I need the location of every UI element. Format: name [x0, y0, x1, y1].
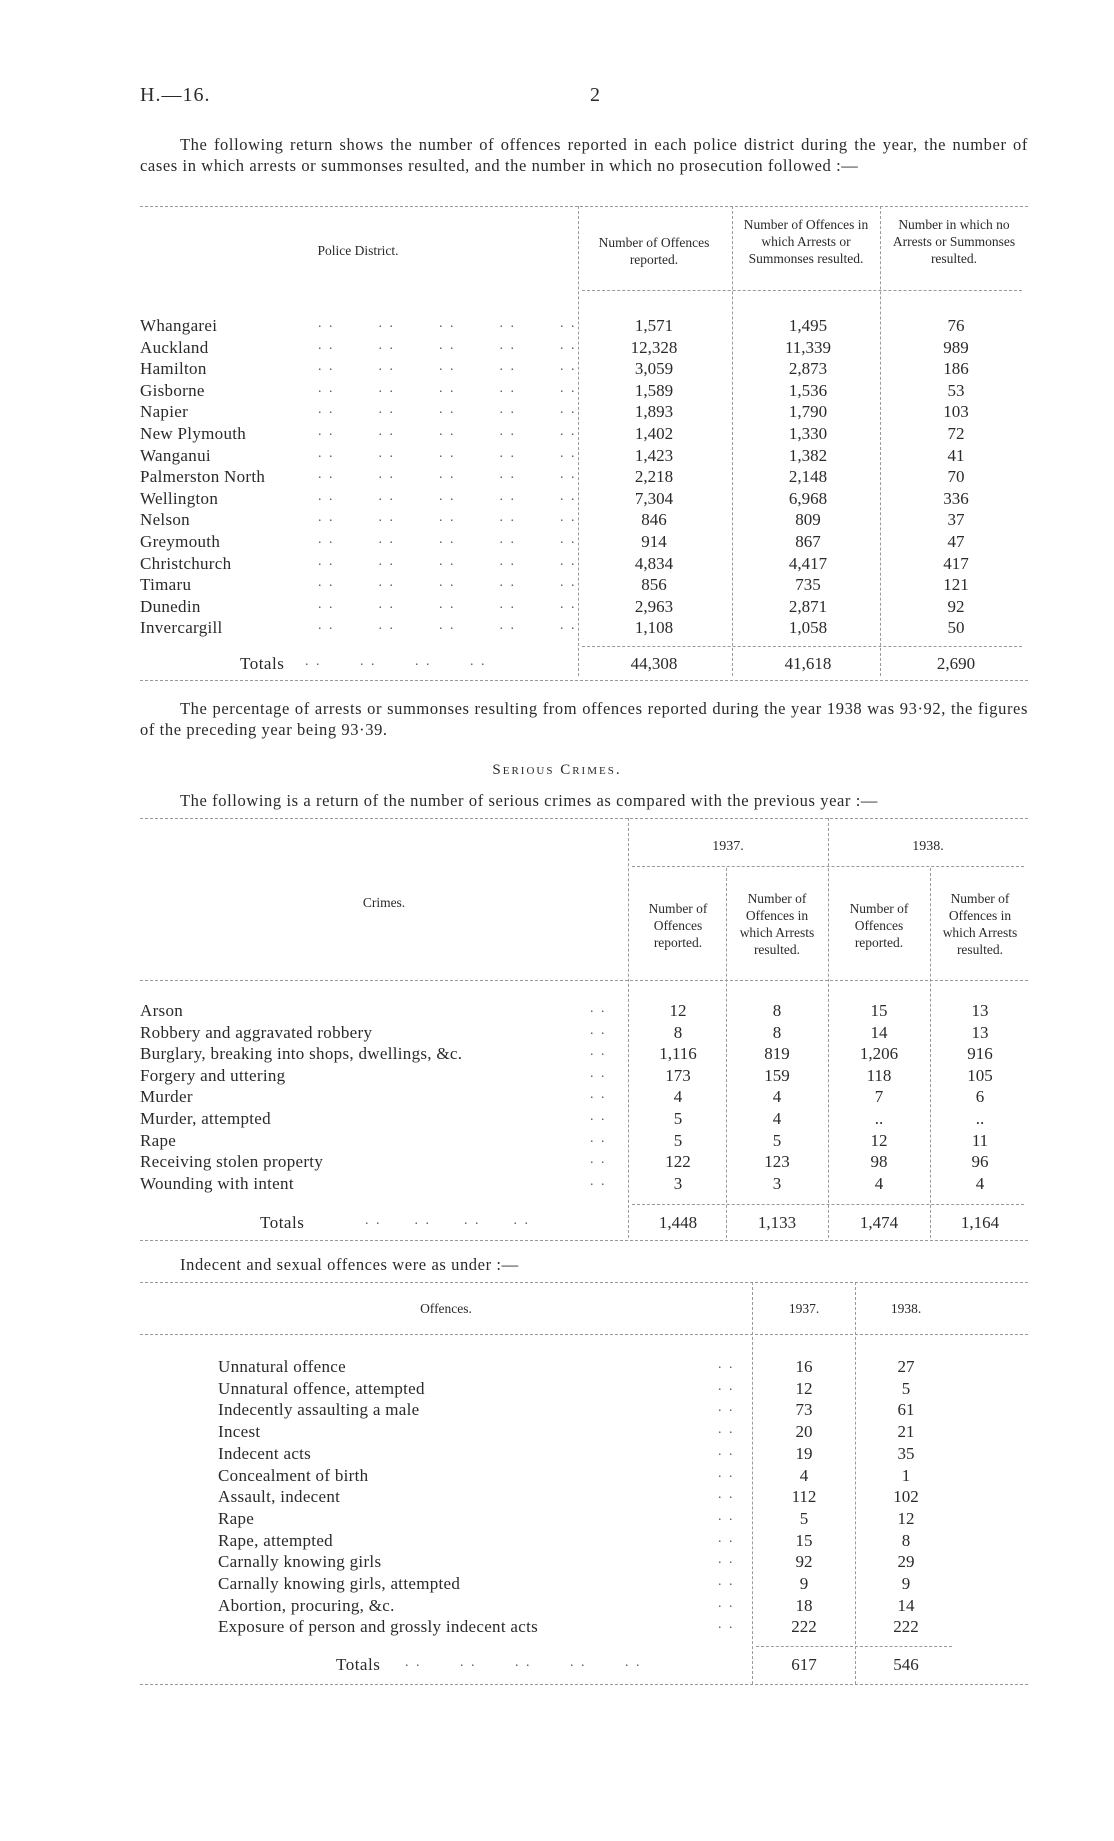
- serious-crime-row: [140, 1043, 1028, 1064]
- district-row-reported: 1,423: [634, 445, 674, 465]
- col-no-arrests: Number in which no Arrests or Summonses resulted.: [892, 217, 1016, 266]
- leader-dots: . .: [718, 1443, 735, 1459]
- indecent-offence-row-y1937: 20: [795, 1422, 813, 1442]
- serious-crime-row: [140, 1151, 1028, 1172]
- indecent-offence-row: [218, 1465, 1028, 1486]
- district-row-label: Napier: [140, 402, 189, 422]
- indecent-offence-row: [218, 1421, 1028, 1442]
- indecent-offence-row-y1938: 14: [897, 1595, 915, 1615]
- serious-crime-row-a38: ..: [975, 1109, 985, 1128]
- serious-crime-row-a37: 4: [772, 1087, 782, 1107]
- district-row: [140, 509, 1028, 530]
- district-row-none: 70: [947, 467, 965, 487]
- serious-crime-row-r38: 98: [870, 1152, 888, 1172]
- indecent-offence-row-y1937: 222: [791, 1617, 817, 1637]
- indecent-offence-row: [218, 1378, 1028, 1399]
- leader-dots: . .: [718, 1617, 735, 1633]
- totals-label: Totals: [336, 1655, 381, 1674]
- district-row-none: 121: [943, 575, 969, 595]
- district-row-arrests: 1,536: [788, 380, 828, 400]
- serious-crime-row-label: Burglary, breaking into shops, dwellings, &c.: [140, 1044, 463, 1064]
- indecent-offence-row-y1937: 112: [791, 1487, 817, 1507]
- indecent-offence-row-y1938: 8: [901, 1530, 911, 1550]
- indecent-offence-row-label: Rape: [218, 1508, 255, 1528]
- serious-crime-row-a38: 916: [967, 1044, 993, 1064]
- district-row-reported: 846: [641, 510, 667, 530]
- leader-dots: . . . . . . . . . .: [318, 575, 621, 591]
- serious-crime-row: [140, 1173, 1028, 1194]
- district-row-reported: 1,108: [634, 618, 674, 638]
- serious-crime-row-label: Arson: [140, 1001, 184, 1020]
- district-row-arrests: 11,339: [784, 337, 832, 357]
- leader-dots: . . . . . . . . . .: [318, 316, 621, 331]
- indecent-offence-row-y1938: 5: [901, 1378, 911, 1398]
- indecent-offence-row-y1937: 16: [795, 1357, 813, 1376]
- indecent-offence-row-label: Assault, indecent: [218, 1487, 341, 1507]
- totals-label: Totals: [260, 1213, 305, 1232]
- district-row-label: Wellington: [140, 488, 219, 508]
- leader-dots: . . . . . . . . . .: [318, 337, 621, 353]
- leader-dots: . .: [718, 1508, 735, 1524]
- serious-crime-row-r37: 173: [665, 1065, 691, 1085]
- leader-dots: . . . . . . . . . .: [318, 402, 621, 418]
- indecent-offence-row-y1938: 29: [897, 1552, 915, 1572]
- serious-crimes-heading: Serious Crimes.: [492, 762, 622, 778]
- indecent-offence-row-y1937: 19: [795, 1443, 813, 1463]
- serious-crime-row-r38: 12: [870, 1130, 888, 1150]
- serious-crime-row-r37: 5: [673, 1130, 683, 1150]
- indecent-offence-row-y1937: 12: [795, 1378, 813, 1398]
- col-1938-arrests: Number of Offences in which Arrests resulted.: [942, 891, 1018, 957]
- district-row-reported: 3,059: [634, 359, 674, 379]
- leader-dots: . . . . . . . . . .: [318, 488, 621, 504]
- district-row-none: 103: [943, 402, 969, 422]
- district-row: [140, 423, 1028, 444]
- leader-dots: . .: [718, 1465, 735, 1481]
- indecent-offence-row: [218, 1573, 1028, 1594]
- district-row-none: 989: [943, 337, 969, 357]
- serious-crime-row-label: Rape: [140, 1130, 177, 1150]
- col-offences-reported: Number of Offences reported.: [598, 235, 710, 267]
- serious-crime-row-a37: 819: [764, 1044, 790, 1064]
- district-row-reported: 12,328: [630, 337, 678, 357]
- district-row: [140, 358, 1028, 379]
- leader-dots: . .: [590, 1109, 607, 1124]
- district-row-arrests: 2,871: [788, 596, 828, 616]
- total-1938: 546: [893, 1655, 919, 1674]
- district-row-reported: 2,963: [634, 596, 674, 616]
- leader-dots: . . . . . . . . . .: [318, 445, 621, 461]
- indecent-offence-row: [218, 1616, 1028, 1637]
- total-1937-arrests: 1,133: [757, 1213, 797, 1232]
- district-row-reported: 1,402: [634, 424, 674, 443]
- col-1937-arrests: Number of Offences in which Arrests resulted.: [739, 891, 815, 957]
- indecent-offence-row-label: Exposure of person and grossly indecent acts: [218, 1617, 539, 1637]
- district-row-none: 76: [947, 316, 965, 335]
- leader-dots: . .: [590, 1065, 607, 1081]
- leader-dots: . .: [718, 1400, 735, 1416]
- district-row: [140, 617, 1028, 638]
- serious-crime-row: [140, 1000, 1028, 1021]
- indecent-offence-row-label: Rape, attempted: [218, 1530, 333, 1550]
- serious-crime-row-r37: 1,116: [659, 1044, 697, 1064]
- district-row-none: 50: [947, 618, 965, 638]
- leader-dots: . .: [590, 1152, 607, 1168]
- district-row-none: 417: [943, 553, 969, 573]
- district-row-arrests: 1,790: [788, 402, 828, 422]
- indecent-offence-row-label: Unnatural offence: [218, 1357, 346, 1376]
- district-row-label: Gisborne: [140, 380, 205, 400]
- serious-crime-row-r38: 14: [870, 1022, 888, 1042]
- serious-crime-row-label: Receiving stolen property: [140, 1152, 324, 1172]
- district-row-reported: 4,834: [634, 553, 674, 573]
- indecent-offence-row: [218, 1530, 1028, 1551]
- serious-totals-row: Totals . . . . . . . . 1,448 1,133 1,474 1,164: [140, 1212, 1028, 1233]
- serious-crime-row-a38: 6: [975, 1087, 985, 1107]
- indecent-offence-row-y1938: 1: [901, 1465, 911, 1485]
- indecent-offence-row: [218, 1595, 1028, 1616]
- indecent-offence-row-label: Incest: [218, 1422, 261, 1442]
- indecent-offence-row-y1938: 27: [897, 1357, 915, 1376]
- indecent-offence-row-y1938: 9: [901, 1574, 911, 1593]
- leader-dots: . . . . . . . . . .: [318, 553, 621, 569]
- district-row-reported: 1,893: [634, 402, 674, 422]
- district-row-arrests: 1,330: [788, 424, 828, 443]
- page-header: [140, 84, 974, 112]
- indecent-offence-row-y1938: 12: [897, 1508, 915, 1528]
- district-row-label: New Plymouth: [140, 424, 247, 443]
- leader-dots: . .: [718, 1357, 735, 1372]
- serious-crime-row-r38: 7: [874, 1087, 884, 1107]
- serious-crime-row-label: Forgery and uttering: [140, 1065, 286, 1085]
- district-row-label: Dunedin: [140, 596, 201, 616]
- total-1938-arrests: 1,164: [960, 1213, 1000, 1232]
- indecent-offence-row: [218, 1486, 1028, 1507]
- district-row-arrests: 1,495: [788, 316, 828, 335]
- leader-dots: . . . . . . . . . .: [318, 359, 621, 375]
- indecent-offence-row-label: Indecent acts: [218, 1443, 312, 1463]
- district-row-label: Palmerston North: [140, 467, 266, 487]
- serious-crime-row-a38: 105: [967, 1065, 993, 1085]
- col-1937: 1937.: [788, 1301, 820, 1316]
- indecent-totals-row: Totals . . . . . . . . . . 617 546: [140, 1654, 1028, 1675]
- district-row-arrests: 867: [795, 532, 821, 551]
- district-row: [140, 380, 1028, 401]
- serious-crime-row: [140, 1130, 1028, 1151]
- serious-crime-row-a37: 123: [764, 1152, 790, 1172]
- leader-dots: . .: [718, 1530, 735, 1546]
- district-row-label: Whangarei: [140, 316, 218, 335]
- total-arrests: 41,618: [784, 654, 832, 673]
- page-number: 2: [590, 84, 600, 106]
- district-row-reported: 914: [641, 532, 667, 551]
- district-row: [140, 488, 1028, 509]
- col-arrests-summonses: Number of Offences in which Arrests or Summonses resulted.: [743, 217, 869, 266]
- serious-crime-row-a37: 159: [764, 1065, 790, 1085]
- serious-crime-row-r37: 8: [673, 1022, 683, 1042]
- leader-dots: . . . . . . . . . .: [318, 380, 621, 396]
- serious-crime-row: [140, 1022, 1028, 1043]
- serious-crime-row-a38: 4: [975, 1173, 985, 1193]
- totals-label: Totals: [240, 654, 285, 673]
- serious-crime-row-a38: 96: [971, 1152, 989, 1172]
- district-row-none: 186: [943, 359, 969, 379]
- district-row: [140, 315, 1028, 336]
- indecent-offence-row-label: Carnally knowing girls, attempted: [218, 1574, 461, 1593]
- district-row-label: Auckland: [140, 337, 209, 357]
- indecent-offence-row-y1937: 15: [795, 1530, 813, 1550]
- indecent-offence-row-y1938: 21: [897, 1422, 915, 1442]
- leader-dots: . .: [718, 1574, 735, 1589]
- intro-paragraph: The following return shows the number of offences reported in each police district during the year, the number of cases in which arrests or summonses resulted, and the number in which no prosecution followed :—: [140, 135, 1028, 175]
- serious-crime-row-r37: 4: [673, 1087, 683, 1107]
- serious-crime-row-label: Murder, attempted: [140, 1109, 271, 1128]
- serious-crime-row-a37: 3: [772, 1173, 782, 1193]
- serious-crime-row-label: Wounding with intent: [140, 1173, 294, 1193]
- district-row-arrests: 809: [795, 510, 821, 530]
- district-totals-row: Totals . . . . . . . . 44,308 41,618 2,690: [140, 653, 1028, 674]
- leader-dots: . .: [590, 1087, 607, 1103]
- district-row-label: Greymouth: [140, 532, 221, 551]
- district-row-arrests: 735: [795, 575, 821, 595]
- district-row: [140, 466, 1028, 487]
- serious-crime-row-a38: 13: [971, 1022, 989, 1042]
- col-crimes: Crimes.: [362, 895, 406, 910]
- col-1938-reported: Number of Offences reported.: [849, 901, 909, 950]
- indecent-offence-row: [218, 1399, 1028, 1420]
- percentage-paragraph: The percentage of arrests or summonses resulting from offences reported during the year 1938 was 93·92, the figures of the preceding year being 93·39.: [140, 699, 1028, 739]
- district-row: [140, 574, 1028, 595]
- serious-crime-row-a37: 4: [772, 1109, 782, 1128]
- serious-crime-row-r38: 15: [870, 1001, 888, 1020]
- district-row: [140, 596, 1028, 617]
- indecent-offence-row-label: Unnatural offence, attempted: [218, 1378, 425, 1398]
- serious-crime-row: [140, 1086, 1028, 1107]
- serious-crime-row-r38: ..: [874, 1109, 884, 1128]
- indecent-offence-row-label: Carnally knowing girls: [218, 1552, 382, 1572]
- district-row-arrests: 2,148: [788, 467, 828, 487]
- leader-dots: . .: [590, 1173, 607, 1189]
- district-row: [140, 553, 1028, 574]
- total-reported: 44,308: [630, 654, 678, 673]
- leader-dots: . .: [590, 1022, 607, 1038]
- serious-crime-row-a38: 11: [971, 1130, 989, 1150]
- district-row-arrests: 6,968: [788, 488, 828, 508]
- serious-crime-row-r37: 122: [665, 1152, 691, 1172]
- report-reference: H.—16.: [140, 84, 211, 106]
- serious-crime-row-label: Robbery and aggravated robbery: [140, 1022, 373, 1042]
- indecent-offences-intro: Indecent and sexual offences were as under :—: [180, 1255, 519, 1274]
- indecent-offence-row-y1938: 61: [897, 1400, 915, 1420]
- district-row-none: 336: [943, 488, 969, 508]
- district-row-arrests: 2,873: [788, 359, 828, 379]
- district-row-none: 53: [947, 380, 965, 400]
- serious-crime-row-r37: 12: [669, 1001, 687, 1020]
- serious-crime-row-r38: 118: [866, 1065, 892, 1085]
- leader-dots: . . . . . . . . . .: [318, 618, 621, 634]
- district-row-label: Nelson: [140, 510, 190, 530]
- serious-crime-row-r37: 5: [673, 1109, 683, 1128]
- indecent-offence-row-y1938: 35: [897, 1443, 915, 1463]
- district-row-reported: 2,218: [634, 467, 674, 487]
- indecent-offence-row: [218, 1356, 1028, 1377]
- total-1938-reported: 1,474: [859, 1213, 899, 1232]
- indecent-offence-row-label: Indecently assaulting a male: [218, 1400, 420, 1420]
- serious-crime-row-a37: 8: [772, 1001, 782, 1020]
- total-1937-reported: 1,448: [658, 1213, 698, 1232]
- leader-dots: . . . . . . . . . .: [318, 532, 621, 547]
- indecent-offence-row-label: Concealment of birth: [218, 1465, 369, 1485]
- indecent-offence-row-y1937: 5: [799, 1508, 809, 1528]
- district-row-label: Christchurch: [140, 553, 232, 573]
- serious-crime-row-a37: 8: [772, 1022, 782, 1042]
- indecent-offence-row: [218, 1508, 1028, 1529]
- district-row-none: 92: [947, 596, 965, 616]
- district-row-arrests: 1,382: [788, 445, 828, 465]
- indecent-offence-row-y1937: 92: [795, 1552, 813, 1572]
- district-row-label: Invercargill: [140, 618, 223, 638]
- district-row-arrests: 1,058: [788, 618, 828, 638]
- leader-dots: . .: [718, 1552, 735, 1568]
- district-row-none: 47: [947, 532, 965, 551]
- district-row-arrests: 4,417: [788, 553, 828, 573]
- district-row-none: 72: [947, 424, 965, 443]
- indecent-offence-row-y1937: 9: [799, 1574, 809, 1593]
- district-row: [140, 337, 1028, 358]
- district-row-label: Wanganui: [140, 445, 211, 465]
- leader-dots: . .: [718, 1595, 735, 1611]
- serious-crime-row-a37: 5: [772, 1130, 782, 1150]
- serious-crime-row-a38: 13: [971, 1001, 989, 1020]
- district-row-reported: 1,571: [634, 316, 674, 335]
- leader-dots: . . . . . . . . . .: [318, 424, 621, 439]
- leader-dots: . .: [590, 1130, 607, 1146]
- col-1937-reported: Number of Offences reported.: [648, 901, 708, 950]
- district-row-none: 37: [947, 510, 965, 530]
- col-offences: Offences.: [420, 1301, 472, 1316]
- district-row: [140, 401, 1028, 422]
- indecent-offence-row-y1938: 102: [893, 1487, 919, 1507]
- col-year-1937: 1937.: [712, 839, 744, 854]
- district-row-label: Timaru: [140, 575, 192, 595]
- indecent-offence-row: [218, 1443, 1028, 1464]
- district-row-reported: 856: [641, 575, 667, 595]
- indecent-offence-row-y1937: 73: [795, 1400, 813, 1420]
- leader-dots: . .: [590, 1044, 607, 1060]
- leader-dots: . . . . . . . . . .: [318, 467, 621, 483]
- serious-crimes-intro: The following is a return of the number of serious crimes as compared with the previous year :—: [180, 791, 879, 810]
- indecent-offence-row-y1937: 4: [799, 1465, 809, 1485]
- leader-dots: . .: [590, 1001, 607, 1016]
- serious-crime-row: [140, 1065, 1028, 1086]
- serious-crime-row-r38: 4: [874, 1173, 884, 1193]
- total-1937: 617: [791, 1655, 817, 1674]
- indecent-offence-row-y1937: 18: [795, 1595, 813, 1615]
- indecent-offence-row: [218, 1551, 1028, 1572]
- district-row-reported: 7,304: [634, 488, 674, 508]
- serious-crime-row: [140, 1108, 1028, 1129]
- indecent-offence-row-label: Abortion, procuring, &c.: [218, 1595, 395, 1615]
- district-row: [140, 445, 1028, 466]
- serious-crime-row-r38: 1,206: [859, 1044, 899, 1064]
- leader-dots: . .: [718, 1422, 735, 1438]
- col-year-1938: 1938.: [912, 839, 944, 854]
- district-row-label: Hamilton: [140, 359, 207, 379]
- serious-crime-row-r37: 3: [673, 1173, 683, 1193]
- district-row-reported: 1,589: [634, 380, 674, 400]
- district-row: [140, 531, 1028, 552]
- leader-dots: . . . . . . . . . .: [318, 596, 621, 612]
- leader-dots: . .: [718, 1378, 735, 1394]
- serious-crime-row-label: Murder: [140, 1087, 193, 1107]
- leader-dots: . .: [718, 1487, 735, 1503]
- col-1938: 1938.: [890, 1301, 922, 1316]
- leader-dots: . . . . . . . . . .: [318, 510, 621, 526]
- total-no-arrests: 2,690: [936, 654, 976, 673]
- col-police-district: Police District.: [317, 243, 399, 258]
- indecent-offence-row-y1938: 222: [893, 1617, 919, 1637]
- district-row-none: 41: [947, 445, 965, 465]
